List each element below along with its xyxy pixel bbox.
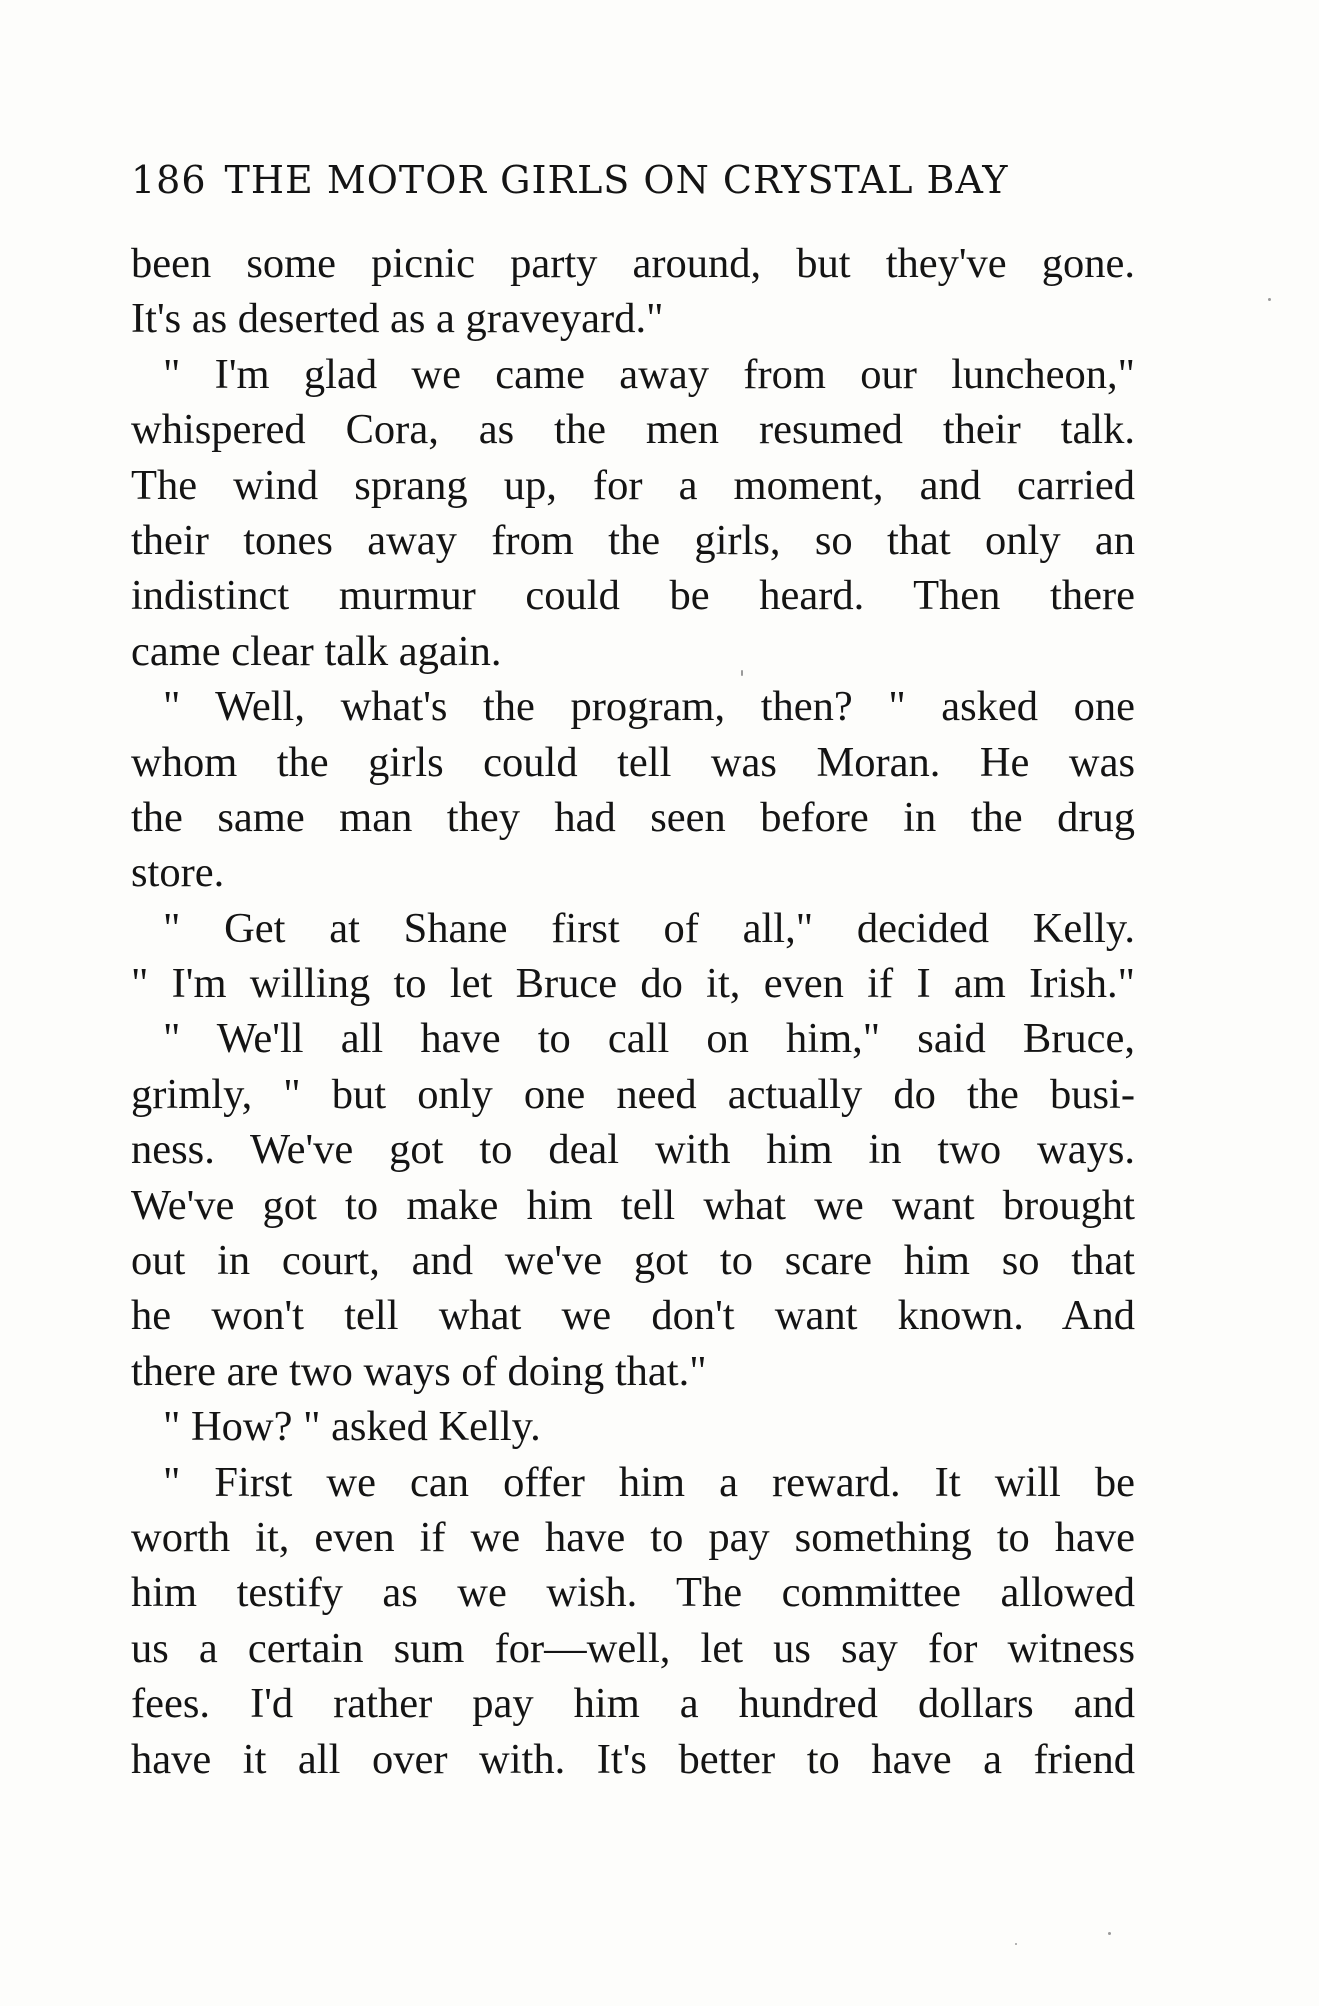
paper-speck xyxy=(1015,1943,1017,1945)
paper-speck xyxy=(1108,1932,1111,1935)
text-line: " How? " asked Kelly. xyxy=(163,1403,541,1451)
text-line: " Well, what's the program, then? " asked one xyxy=(163,683,1135,731)
text-line: ness. We've got to deal with him in two ways. xyxy=(131,1126,1135,1174)
text-line: have it all over with. It's better to have a friend xyxy=(131,1735,1135,1783)
text-line: came clear talk again. xyxy=(131,627,502,675)
text-line: " First we can offer him a reward. It will be xyxy=(163,1458,1135,1506)
text-line: " I'm glad we came away from our luncheon," xyxy=(163,350,1135,398)
text-line: whispered Cora, as the men resumed their talk. xyxy=(131,406,1135,454)
text-line: their tones away from the girls, so that only an xyxy=(131,516,1135,564)
text-line: " We'll all have to call on him," said Bruce, xyxy=(163,1015,1135,1063)
text-line: The wind sprang up, for a moment, and carried xyxy=(131,461,1135,509)
text-line: us a certain sum for—well, let us say for witness xyxy=(131,1624,1135,1672)
page-number: 186 xyxy=(131,158,207,202)
body-text xyxy=(131,236,1135,1787)
text-line: " Get at Shane first of all," decided Kelly. xyxy=(163,904,1135,952)
text-line: It's as deserted as a graveyard." xyxy=(131,295,664,343)
text-line: " I'm willing to let Bruce do it, even if I am Irish." xyxy=(131,960,1135,1008)
text-line: him testify as we wish. The committee allowed xyxy=(131,1569,1135,1617)
text-line: out in court, and we've got to scare him so that xyxy=(131,1237,1135,1285)
text-line: We've got to make him tell what we want brought xyxy=(131,1181,1135,1229)
text-line: fees. I'd rather pay him a hundred dollars and xyxy=(131,1680,1135,1728)
text-line: there are two ways of doing that." xyxy=(131,1347,707,1395)
text-line: grimly, " but only one need actually do the busi- xyxy=(131,1070,1135,1118)
text-line: the same man they had seen before in the drug xyxy=(131,793,1135,841)
paper-speck xyxy=(741,670,743,676)
text-line: store. xyxy=(131,849,225,897)
text-line: he won't tell what we don't want known. And xyxy=(131,1292,1135,1340)
running-title: THE MOTOR GIRLS ON CRYSTAL BAY xyxy=(224,158,1009,202)
text-line: worth it, even if we have to pay something to have xyxy=(131,1513,1135,1561)
text-line: been some picnic party around, but they've gone. xyxy=(131,240,1135,287)
text-line: whom the girls could tell was Moran. He was xyxy=(131,738,1135,786)
paper-speck xyxy=(1268,298,1271,301)
text-line: indistinct murmur could be heard. Then there xyxy=(131,572,1135,620)
running-header xyxy=(131,158,1131,202)
